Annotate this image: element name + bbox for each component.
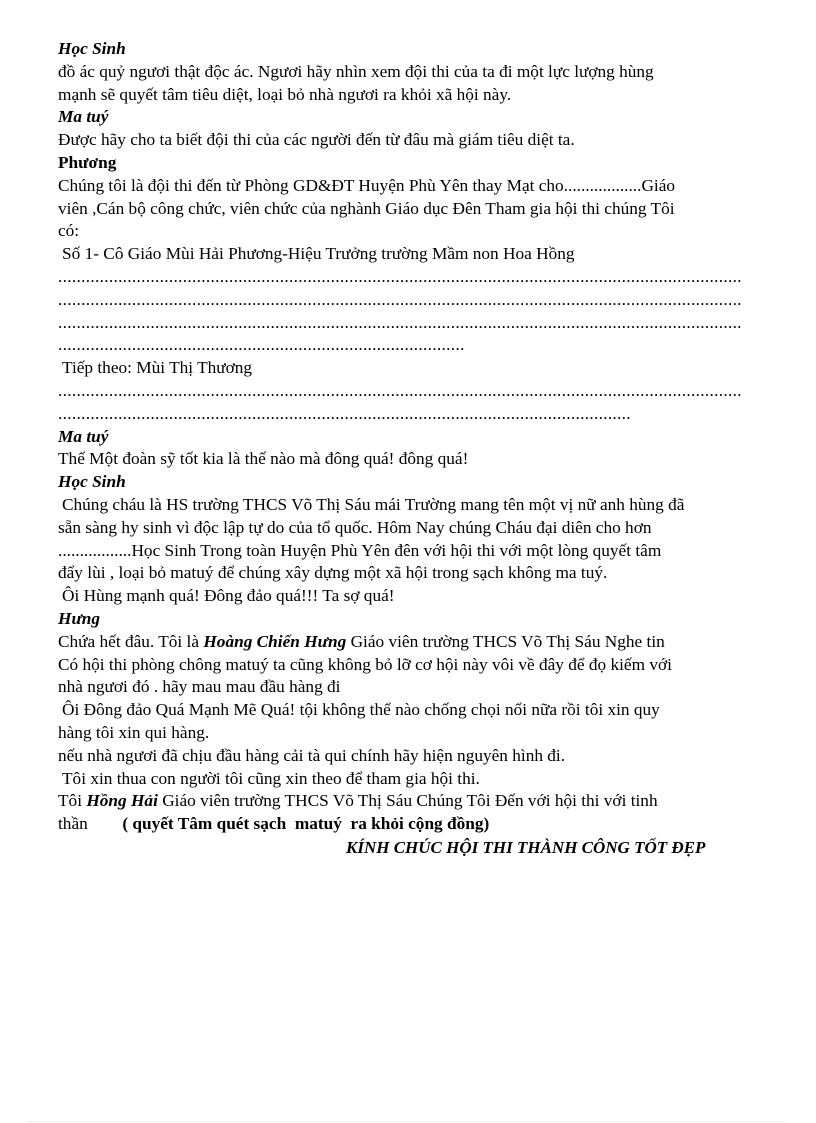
dialogue-line: Chứa hết đâu. Tôi là Hoàng Chiến Hưng Giáo viên trường THCS Võ Thị Sáu Nghe tin xyxy=(58,631,665,651)
speaker-label: Ma tuý xyxy=(58,426,109,446)
dialogue-line: mạnh sẽ quyết tâm tiêu diệt, loại bỏ nhà ngươi ra khỏi xã hội này. xyxy=(58,84,512,104)
dialogue-line: Có hội thi phòng chông matuý ta cũng không bỏ lỡ cơ hội này vôi về đây để đọ kiếm với xyxy=(58,654,672,674)
page-bottom-rule xyxy=(28,1121,788,1122)
dialogue-line: nhà ngươi đó . hãy mau mau đầu hàng đi xyxy=(58,677,341,697)
dialogue-line: Tôi xin thua con người tôi cũng xin theo để tham gia hội thi. xyxy=(62,768,480,788)
dialogue-line: thần ( quyết Tâm quét sạch matuý ra khỏi cộng đồng) xyxy=(58,814,490,834)
dotted-fill-line: .................................................................................................................................................... xyxy=(58,289,742,309)
dialogue-line: sẵn sàng hy sinh vì độc lập tự do của tổ quốc. Hôm Nay chúng Cháu đại diên cho hơn xyxy=(58,517,652,537)
speaker-label: Ma tuý xyxy=(58,107,109,127)
dialogue-line: có: xyxy=(58,221,80,241)
dotted-fill-line: .................................................................................................................................................... xyxy=(58,266,742,286)
dotted-fill-line: .................................................................................................................................................... xyxy=(58,312,742,332)
speaker-label: Học Sinh xyxy=(58,472,126,492)
dialogue-line: Chúng cháu là HS trường THCS Võ Thị Sáu mái Trường mang tên một vị nữ anh hùng đã xyxy=(62,494,685,514)
dialogue-line: Tôi Hồng Hải Giáo viên trường THCS Võ Thị Sáu Chúng Tôi Đến với hội thi với tinh xyxy=(58,791,658,811)
dotted-fill-line: .................................................................................................................................................... xyxy=(58,380,742,400)
speaker-label: Phương xyxy=(58,152,117,172)
dialogue-line: nếu nhà ngươi đã chịu đầu hàng cải tà qui chính hãy hiện nguyên hình đi. xyxy=(58,745,566,765)
dotted-fill-line: ........................................................................................ xyxy=(58,335,465,355)
speaker-label: Hưng xyxy=(58,608,101,628)
dialogue-line: đồ ác quỷ ngươi thật độc ác. Ngươi hãy nhìn xem đội thi của ta đi một lực lượng hùng xyxy=(58,61,654,81)
dialogue-line: Thế Một đoàn sỹ tốt kia là thế nào mà đông quá! đông quá! xyxy=(58,449,469,469)
dialogue-line: Chúng tôi là đội thi đến từ Phòng GD&ĐT Huyện Phù Yên thay Mạt cho..................Giáo xyxy=(58,175,676,195)
closing-line: KÍNH CHÚC HỘI THI THÀNH CÔNG TỐT ĐẸP xyxy=(346,838,706,857)
dialogue-line: Số 1- Cô Giáo Mùi Hải Phương-Hiệu Trưởng trường Mầm non Hoa Hồng xyxy=(62,244,575,264)
slogan: ( quyết Tâm quét sạch matuý ra khỏi cộng đồng) xyxy=(122,814,490,834)
dialogue-line: viên ,Cán bộ công chức, viên chức của nghành Giáo dục Đên Tham gia hội thi chúng Tôi xyxy=(58,198,675,218)
person-name: Hoàng Chiến Hưng xyxy=(203,631,347,651)
dialogue-line: Tiếp theo: Mùi Thị Thương xyxy=(62,358,253,378)
person-name: Hồng Hải xyxy=(86,791,158,811)
dialogue-line: .................Học Sinh Trong toàn Huyện Phù Yên đên với hội thi với một lòng quyết tâm xyxy=(58,540,662,560)
script-body xyxy=(58,38,748,836)
dialogue-line: Ôi Đông đảo Quá Mạnh Mẽ Quá! tội không thể nào chống chọi nổi nữa rồi tôi xin quy xyxy=(62,700,660,720)
dialogue-line: Được hãy cho ta biết đội thi của các người đến từ đâu mà giám tiêu diệt ta. xyxy=(58,130,575,150)
speaker-label: Học Sinh xyxy=(58,39,126,58)
dialogue-line: Ôi Hùng mạnh quá! Đông đảo quá!!! Ta sợ quá! xyxy=(62,586,395,606)
dotted-fill-line: ............................................................................................................................ xyxy=(58,403,631,423)
dialogue-line: hàng tôi xin qui hàng. xyxy=(58,722,210,742)
dialogue-line: đẩy lùi , loại bỏ matuý để chúng xây dựng một xã hội trong sạch không ma tuý. xyxy=(58,563,608,583)
